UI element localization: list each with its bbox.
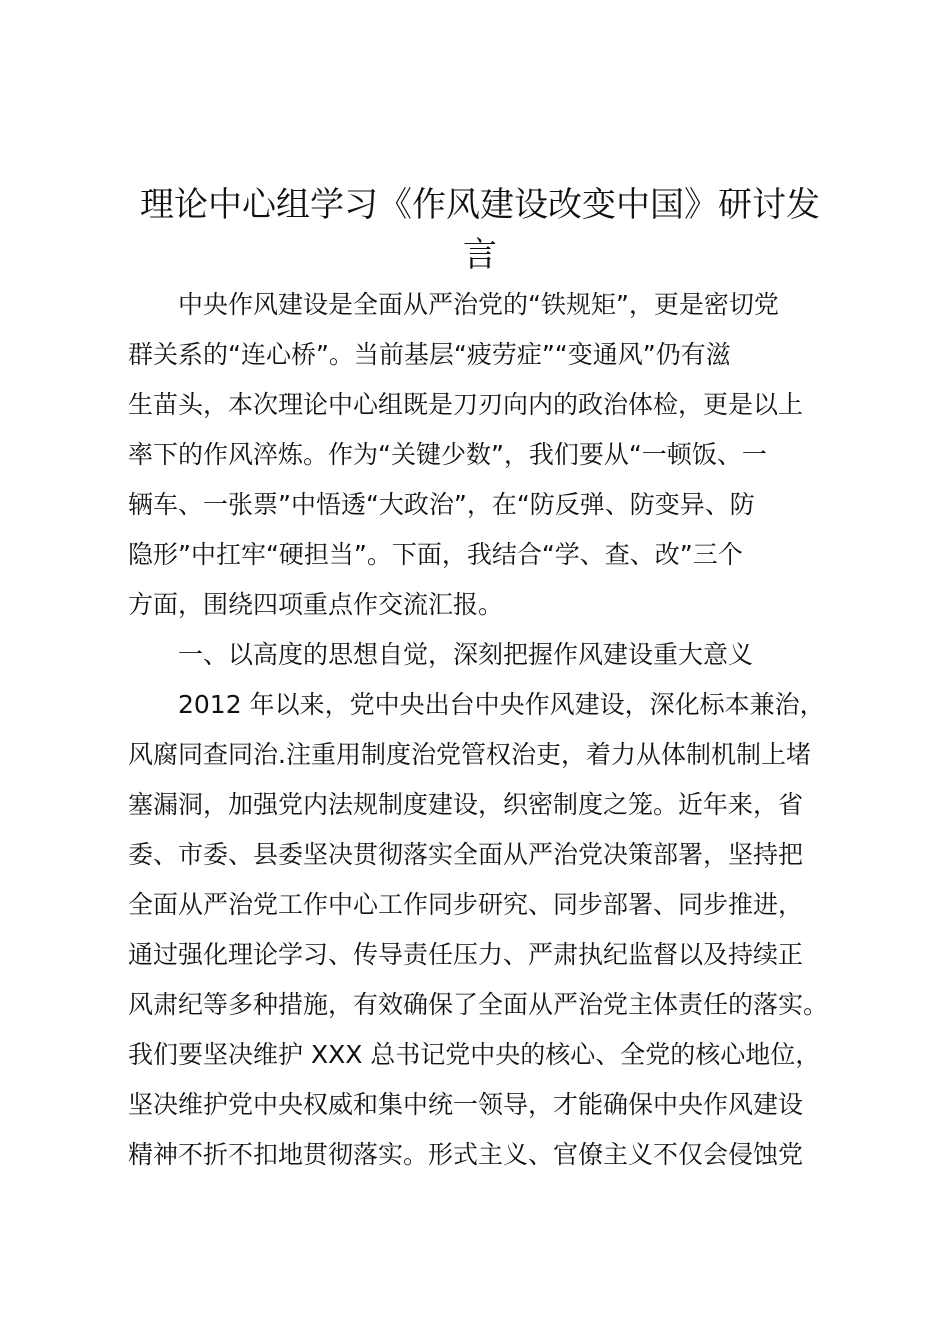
document-body — [128, 280, 834, 1180]
section-heading: 一、以高度的思想自觉，深刻把握作风建设重大意义 — [178, 640, 754, 669]
paragraph-line: 2012 年以来，党中央出台中央作风建设，深化标本兼治， — [178, 690, 825, 719]
title-line-1: 理论中心组学习《作风建设改变中国》研讨发 — [140, 185, 820, 225]
paragraph-line: 风腐同查同治.注重用制度治党管权治吏，着力从体制机制上堵 — [128, 740, 811, 769]
paragraph-line: 群关系的“连心桥”。当前基层“疲劳症”“变通风”仍有滋 — [128, 340, 731, 369]
paragraph-line: 坚决维护党中央权威和集中统一领导，才能确保中央作风建设 — [128, 1090, 804, 1119]
paragraph-line: 辆车、一张票”中悟透“大政治”，在“防反弹、防变异、防 — [128, 490, 755, 519]
paragraph-line: 隐形”中扛牢“硬担当”。下面，我结合“学、查、改”三个 — [128, 540, 743, 569]
paragraph-line: 通过强化理论学习、传导责任压力、严肃执纪监督以及持续正 — [128, 940, 804, 969]
paragraph-line: 精神不折不扣地贯彻落实。形式主义、官僚主义不仅会侵蚀党 — [128, 1140, 804, 1169]
paragraph-line: 风肃纪等多种措施，有效确保了全面从严治党主体责任的落实。 — [128, 990, 829, 1019]
document-title — [110, 180, 850, 280]
paragraph-line: 委、市委、县委坚决贯彻落实全面从严治党决策部署，坚持把 — [128, 840, 804, 869]
paragraph-line: 我们要坚决维护 XXX 总书记党中央的核心、全党的核心地位， — [128, 1040, 821, 1069]
paragraph-line: 生苗头，本次理论中心组既是刀刃向内的政治体检，更是以上 — [128, 390, 804, 419]
title-line-2: 言 — [463, 235, 497, 275]
paragraph-line: 方面，围绕四项重点作交流汇报。 — [128, 590, 504, 619]
paragraph-line: 率下的作风淬炼。作为“关键少数”，我们要从“一顿饭、一 — [128, 440, 767, 469]
paragraph-line: 中央作风建设是全面从严治党的“铁规矩”，更是密切党 — [178, 290, 779, 319]
paragraph-line: 塞漏洞，加强党内法规制度建设，织密制度之笼。近年来，省 — [128, 790, 804, 819]
paragraph-line: 全面从严治党工作中心工作同步研究、同步部署、同步推进， — [128, 890, 804, 919]
